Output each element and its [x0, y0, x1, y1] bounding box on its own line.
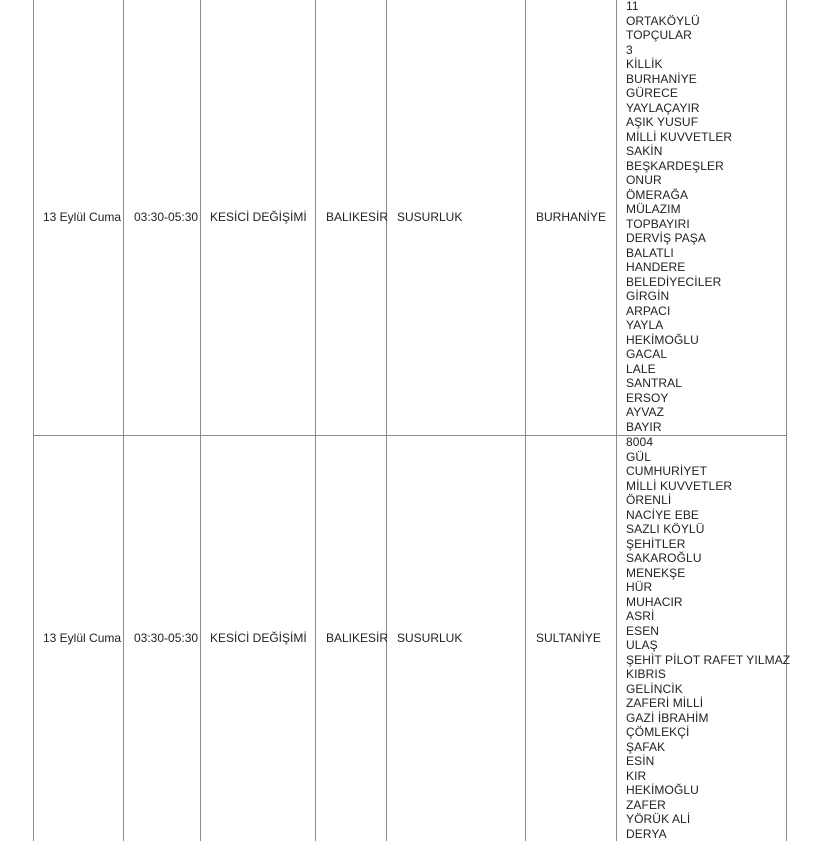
street-item: MÜLAZIM — [626, 202, 681, 216]
street-item: LALE — [626, 361, 656, 376]
street-item: MUHACIR — [626, 594, 683, 609]
street-item: YAYLAÇAYIR — [626, 100, 700, 115]
street-item: SANTRAL — [626, 376, 683, 390]
street-item: GİRGİN — [626, 289, 670, 303]
street-item: MİLLİ KUVVETLER — [626, 478, 733, 493]
street-item: GAZİ İBRAHİM — [626, 710, 709, 725]
street-item: 11 — [626, 0, 639, 13]
street-item: KIR — [626, 768, 647, 783]
street-item: TOPÇULAR — [626, 28, 692, 42]
street-list — [626, 0, 732, 434]
street-item: TOPBAYIRI — [626, 216, 690, 231]
column-divider — [33, 0, 34, 841]
street-item: SAKİN — [626, 144, 663, 158]
district-cell: SUSURLUK — [397, 210, 463, 224]
street-item: AYVAZ — [626, 405, 665, 419]
province-cell: BALIKESİR — [326, 210, 389, 224]
street-item: DERVİŞ PAŞA — [626, 231, 707, 245]
date-cell: 13 Eylül Cuma — [43, 210, 122, 224]
province-cell: BALIKESİR — [326, 631, 389, 645]
street-item: ÖRENLİ — [626, 493, 672, 507]
street-item: GELİNCİK — [626, 681, 683, 696]
street-item: GÜRECE — [626, 86, 678, 100]
neighborhood-cell: SULTANİYE — [536, 631, 601, 645]
street-item: AŞIK YUSUF — [626, 115, 699, 129]
street-item: HEKİMOĞLU — [626, 783, 699, 797]
street-item: GACAL — [626, 347, 668, 361]
street-item: HEKİMOĞLU — [626, 332, 699, 347]
column-divider — [525, 0, 526, 841]
time-cell: 03:30-05:30 — [134, 631, 199, 645]
street-item: NACİYE EBE — [626, 507, 700, 522]
street-item: SAKAROĞLU — [626, 551, 702, 565]
street-item: ULAŞ — [626, 638, 658, 652]
street-item: BALATLI — [626, 245, 674, 260]
column-divider — [315, 0, 316, 841]
street-item: ESEN — [626, 623, 660, 638]
street-item: 8004 — [626, 435, 654, 449]
street-item: BAYIR — [626, 419, 662, 434]
neighborhood-cell: BURHANİYE — [536, 210, 607, 224]
street-item: CUMHURİYET — [626, 464, 707, 478]
street-item: ONUR — [626, 173, 662, 187]
district-cell: SUSURLUK — [397, 631, 463, 645]
street-item: KIBRIS — [626, 667, 666, 681]
street-item: HANDERE — [626, 260, 686, 274]
street-item: ŞAFAK — [626, 739, 666, 754]
street-item: ESİN — [626, 754, 655, 768]
street-item: BURHANİYE — [626, 71, 697, 86]
street-item: BELEDİYECİLER — [626, 274, 722, 289]
street-item: ZAFER — [626, 797, 666, 812]
street-item: KİLLİK — [626, 57, 663, 71]
time-cell: 03:30-05:30 — [134, 210, 199, 224]
work-type-cell: KESİCİ DEĞİŞİMİ — [210, 210, 307, 224]
street-item: SAZLI KÖYLÜ — [626, 522, 705, 536]
column-divider — [200, 0, 201, 841]
street-item: ASRİ — [626, 609, 655, 623]
street-item: DERYA — [626, 826, 667, 841]
date-cell: 13 Eylül Cuma — [43, 631, 122, 645]
street-item: BEŞKARDEŞLER — [626, 158, 724, 173]
street-item: 3 — [626, 42, 633, 57]
street-item: ÖMERAĞA — [626, 187, 689, 202]
street-item: ARPACI — [626, 303, 671, 318]
column-divider — [123, 0, 124, 841]
street-item: ŞEHİTLER — [626, 536, 686, 551]
street-item: ŞEHİT PİLOT RAFET YILMAZ — [626, 652, 791, 667]
street-item: YAYLA — [626, 318, 664, 332]
column-divider — [616, 0, 617, 841]
street-item: ORTAKÖYLÜ — [626, 13, 700, 28]
column-divider — [386, 0, 387, 841]
street-item: MENEKŞE — [626, 565, 686, 580]
street-item: ZAFERİ MİLLİ — [626, 696, 704, 710]
street-item: YÖRÜK ALİ — [626, 812, 691, 826]
street-list — [626, 435, 790, 841]
street-item: ÇÖMLEKÇİ — [626, 725, 690, 739]
street-item: ERSOY — [626, 390, 669, 405]
work-type-cell: KESİCİ DEĞİŞİMİ — [210, 631, 307, 645]
street-item: MİLLİ KUVVETLER — [626, 129, 733, 144]
street-item: GÜL — [626, 449, 651, 464]
street-item: HÜR — [626, 580, 653, 594]
